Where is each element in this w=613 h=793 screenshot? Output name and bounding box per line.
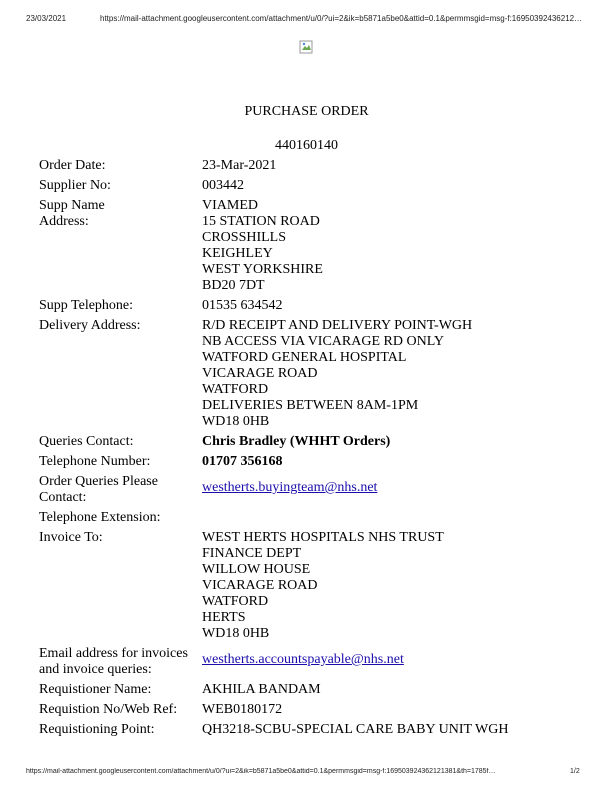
print-date: 23/03/2021 [26, 14, 67, 23]
detail-value [199, 176, 585, 196]
detail-row [36, 680, 585, 700]
value-line: WEST YORKSHIRE [202, 262, 323, 277]
value-line: R/D RECEIPT AND DELIVERY POINT-WGH [202, 318, 473, 333]
detail-value [199, 296, 585, 316]
order-details-table [36, 156, 585, 740]
detail-row [36, 316, 585, 432]
detail-value [199, 156, 585, 176]
footer-url: https://mail-attachment.googleusercontent.com/attachment/u/0/?ui=2&ik=b5871a5be0&attid=0.1&permmsgid=msg-f:1695039243621213​81&th=1785f… [26, 768, 496, 775]
detail-value [199, 528, 585, 644]
detail-row [36, 296, 585, 316]
value-line: 01707 356168 [202, 454, 283, 469]
detail-label: Requistioning Point: [39, 722, 155, 737]
value-line: WATFORD [202, 594, 269, 609]
detail-value [199, 700, 585, 720]
value-line: BD20 7DT [202, 278, 265, 293]
print-footer [0, 768, 613, 780]
value-line: 23-Mar-2021 [202, 158, 277, 173]
value-line: 15 STATION ROAD [202, 214, 320, 229]
detail-row [36, 176, 585, 196]
value-line: KEIGHLEY [202, 246, 273, 261]
detail-label: Requistion No/Web Ref: [39, 702, 178, 717]
detail-value [199, 432, 585, 452]
detail-value [199, 196, 585, 296]
detail-row [36, 508, 585, 528]
detail-label: Telephone Number: [39, 454, 151, 469]
detail-row [36, 644, 585, 680]
detail-label: Supp Telephone: [39, 298, 134, 313]
value-line: QH3218-SCBU-SPECIAL CARE BABY UNIT WGH [202, 722, 509, 737]
detail-value [199, 680, 585, 700]
detail-label: Requistioner Name: [39, 682, 152, 697]
document-title: PURCHASE ORDER [244, 104, 369, 119]
email-link[interactable]: westherts.buyingteam@nhs.net [202, 480, 378, 495]
value-line: CROSSHILLS [202, 230, 287, 245]
value-line: WATFORD [202, 382, 269, 397]
value-line: 01535 634542 [202, 298, 283, 313]
value-line: FINANCE DEPT [202, 546, 302, 561]
page-number: 1/2 [570, 768, 580, 775]
value-line: WEB0180172 [202, 702, 283, 717]
detail-row [36, 472, 585, 508]
detail-label: Order Date: [39, 158, 106, 173]
order-number: 440160140 [275, 138, 338, 153]
detail-label: Supp Name Address: [39, 198, 105, 229]
value-line: WATFORD GENERAL HOSPITAL [202, 350, 407, 365]
detail-value [199, 720, 585, 740]
value-line: HERTS [202, 610, 246, 625]
detail-label: Email address for invoices and invoice queries: [39, 646, 188, 677]
detail-label: Invoice To: [39, 530, 103, 545]
detail-row [36, 720, 585, 740]
value-line: WD18 0HB [202, 626, 270, 641]
detail-label: Supplier No: [39, 178, 111, 193]
value-line: AKHILA BANDAM [202, 682, 321, 697]
detail-row [36, 196, 585, 296]
value-line: WD18 0HB [202, 414, 270, 429]
value-line: WEST HERTS HOSPITALS NHS TRUST [202, 530, 444, 545]
print-header [0, 14, 613, 26]
detail-value [199, 452, 585, 472]
detail-value [199, 508, 585, 528]
detail-row [36, 432, 585, 452]
detail-row [36, 452, 585, 472]
value-line: VICARAGE ROAD [202, 366, 318, 381]
value-line: WILLOW HOUSE [202, 562, 311, 577]
detail-value[interactable] [199, 472, 585, 508]
detail-label: Queries Contact: [39, 434, 134, 449]
value-line: VIAMED [202, 198, 258, 213]
print-url: https://mail-attachment.googleusercontent.com/attachment/u/0/?ui=2&ik=b5871a5be0&attid=0.1&permmsgid=msg-f:16950392436212… [100, 14, 583, 23]
detail-label: Order Queries Please Contact: [39, 474, 158, 505]
value-line: VICARAGE ROAD [202, 578, 318, 593]
detail-value [199, 316, 585, 432]
detail-row [36, 528, 585, 644]
value-line: Chris Bradley (WHHT Orders) [202, 434, 391, 449]
value-line: 003442 [202, 178, 244, 193]
broken-image-icon [299, 40, 313, 54]
email-link[interactable]: westherts.accountspayable@nhs.net [202, 652, 404, 667]
value-line: DELIVERIES BETWEEN 8AM-1PM [202, 398, 419, 413]
detail-row [36, 700, 585, 720]
detail-value[interactable] [199, 644, 585, 680]
detail-label: Delivery Address: [39, 318, 141, 333]
detail-label: Telephone Extension: [39, 510, 161, 525]
value-line: NB ACCESS VIA VICARAGE RD ONLY [202, 334, 444, 349]
detail-row [36, 156, 585, 176]
value-line [202, 510, 582, 526]
